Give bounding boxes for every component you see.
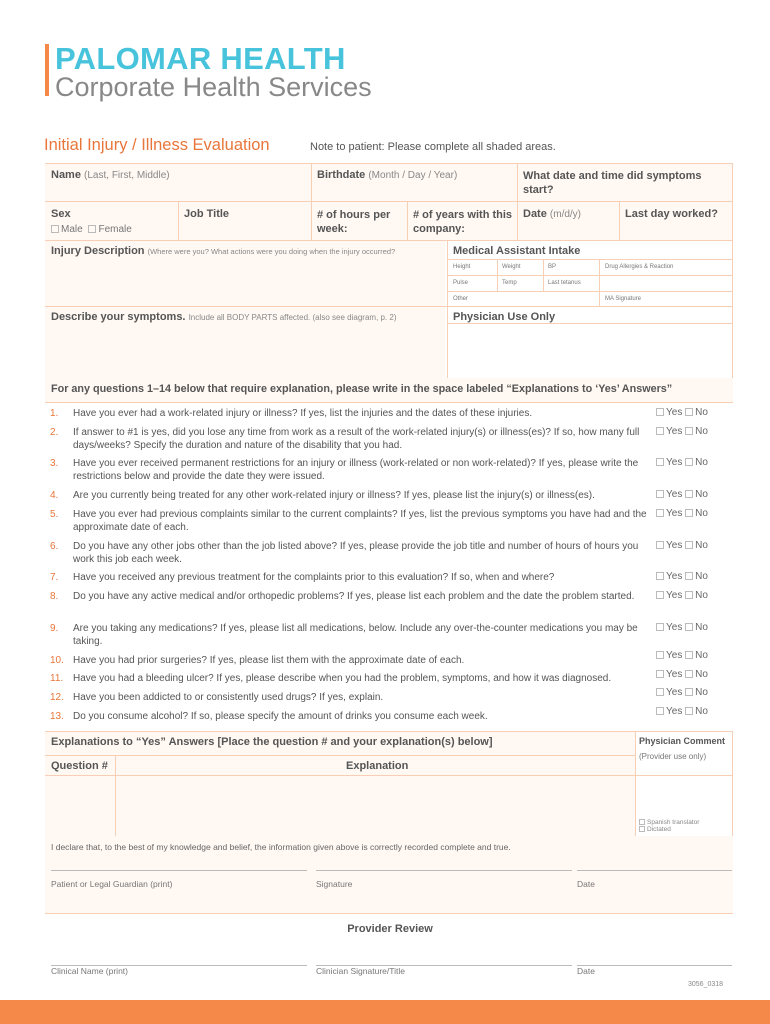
question-number: 9. xyxy=(50,623,59,634)
yes-checkbox[interactable] xyxy=(656,572,664,580)
yes-label: Yes xyxy=(666,426,683,437)
translator-options: Spanish translator Dictated xyxy=(639,819,699,833)
question-number: 6. xyxy=(50,541,59,552)
question-number: 4. xyxy=(50,490,59,501)
question-number: 12. xyxy=(50,692,64,703)
question-text: Have you ever received permanent restrictions for an injury or illness (work-related or non work-related)? If yes, please write the restrictions below and provide the date they were issued. xyxy=(73,458,639,482)
patient-guardian-label: Patient or Legal Guardian (print) xyxy=(51,879,173,889)
yes-no-options xyxy=(656,457,708,468)
divider xyxy=(45,755,635,756)
other-field[interactable]: Other xyxy=(453,296,469,302)
no-checkbox[interactable] xyxy=(685,591,693,599)
divider xyxy=(45,306,733,307)
patient-signature-line[interactable] xyxy=(51,870,307,871)
yes-label: Yes xyxy=(666,687,683,698)
years-company-field[interactable]: # of years with this company: xyxy=(413,209,513,235)
divider xyxy=(599,259,600,306)
bp-field[interactable]: BP xyxy=(548,264,557,270)
divider xyxy=(447,291,732,292)
physician-use-title: Physician Use Only xyxy=(453,311,556,323)
brand-subtitle: Corporate Health Services xyxy=(55,72,372,102)
no-label: No xyxy=(695,540,708,551)
yes-checkbox[interactable] xyxy=(656,591,664,599)
yes-no-options xyxy=(656,622,708,633)
yes-no-options xyxy=(656,706,708,717)
provider-use-label: (Provider use only) xyxy=(639,752,707,761)
name-field[interactable]: Name (Last, First, Middle) xyxy=(51,169,170,181)
no-checkbox[interactable] xyxy=(685,688,693,696)
no-label: No xyxy=(695,407,708,418)
divider xyxy=(45,163,733,164)
no-label: No xyxy=(695,590,708,601)
brand-name: PALOMAR HEALTH xyxy=(55,41,346,76)
divider xyxy=(45,240,733,241)
yes-checkbox[interactable] xyxy=(656,670,664,678)
divider xyxy=(45,402,733,403)
yes-checkbox[interactable] xyxy=(656,623,664,631)
yes-label: Yes xyxy=(666,508,683,519)
question-number: 10. xyxy=(50,655,64,666)
yes-label: Yes xyxy=(666,650,683,661)
no-label: No xyxy=(695,687,708,698)
question-text: Do you consume alcohol? If so, please specify the amount of drinks you consume each week. xyxy=(73,711,488,722)
last-day-worked-field[interactable]: Last day worked? xyxy=(625,208,718,220)
yes-checkbox[interactable] xyxy=(656,490,664,498)
explanations-header: Explanations to “Yes” Answers [Place the question # and your explanation(s) below] xyxy=(51,736,493,748)
yes-no-options xyxy=(656,590,708,601)
no-label: No xyxy=(695,489,708,500)
divider xyxy=(45,913,733,914)
clinician-signature-label: Clinician Signature/Title xyxy=(316,966,405,976)
yes-label: Yes xyxy=(666,457,683,468)
yes-checkbox[interactable] xyxy=(656,707,664,715)
divider xyxy=(732,731,733,836)
ma-signature-field[interactable]: MA Signature xyxy=(605,296,642,302)
question-text: If answer to #1 is yes, did you lose any time from work as a result of the work-related injury(s) or illness(es)? If so, how many full days/weeks? Specify the duration and nature of the disability that you had. xyxy=(73,427,640,451)
question-text: Have you ever had a work-related injury or illness? If yes, list the injuries and the dates of these injuries. xyxy=(73,408,533,419)
female-checkbox[interactable] xyxy=(88,225,96,233)
yes-checkbox[interactable] xyxy=(656,541,664,549)
physician-comment-label: Physician Comment xyxy=(639,736,726,746)
divider xyxy=(45,201,733,202)
signature-label: Signature xyxy=(316,879,353,889)
weight-field[interactable]: Weight xyxy=(502,264,521,270)
male-checkbox[interactable] xyxy=(51,225,59,233)
divider xyxy=(447,240,448,378)
question-number: 3. xyxy=(50,458,59,469)
yes-checkbox[interactable] xyxy=(656,427,664,435)
temp-field[interactable]: Temp xyxy=(502,280,517,286)
question-number: 13. xyxy=(50,711,64,722)
divider xyxy=(178,201,179,240)
ma-intake-title: Medical Assistant Intake xyxy=(453,245,581,257)
shaded-area-top xyxy=(45,163,445,378)
explanation-column: Explanation xyxy=(346,760,409,772)
divider xyxy=(635,731,636,836)
yes-checkbox[interactable] xyxy=(656,688,664,696)
no-checkbox[interactable] xyxy=(685,490,693,498)
no-label: No xyxy=(695,426,708,437)
hours-week-field[interactable]: # of hours per week: xyxy=(317,209,391,235)
signature-line[interactable] xyxy=(316,870,572,871)
yes-checkbox[interactable] xyxy=(656,509,664,517)
no-checkbox[interactable] xyxy=(685,541,693,549)
question-text: Are you taking any medications? If yes, please list all medications, below. Include any over-the-counter medications you may be taking. xyxy=(73,623,638,647)
clinical-name-label: Clinical Name (print) xyxy=(51,966,128,976)
provider-review-title: Provider Review xyxy=(347,923,433,935)
yes-no-options xyxy=(656,407,708,418)
job-title-field[interactable]: Job Title xyxy=(184,208,230,220)
yes-checkbox[interactable] xyxy=(656,408,664,416)
provider-date-line[interactable] xyxy=(577,965,732,966)
sex-options: Male Female xyxy=(51,224,132,235)
divider xyxy=(543,259,544,291)
divider xyxy=(45,731,733,732)
form-title: Initial Injury / Illness Evaluation xyxy=(44,136,270,154)
yes-label: Yes xyxy=(666,407,683,418)
question-text: Have you received any previous treatment for the complaints prior to this evaluation? If so, when and where? xyxy=(73,572,555,583)
yes-no-options xyxy=(656,687,708,698)
divider xyxy=(497,259,498,291)
question-text: Do you have any active medical and/or orthopedic problems? If yes, please list each problem and the date the problem started. xyxy=(73,591,635,602)
birthdate-field[interactable]: Birthdate (Month / Day / Year) xyxy=(317,169,458,181)
yes-label: Yes xyxy=(666,540,683,551)
symptoms-start-field[interactable]: What date and time did symptoms start? xyxy=(523,170,702,196)
dictated-checkbox[interactable] xyxy=(639,826,645,832)
divider xyxy=(407,201,408,240)
no-checkbox[interactable] xyxy=(685,707,693,715)
declaration-text: I declare that, to the best of my knowledge and belief, the information given above is correctly recorded complete and true. xyxy=(51,842,511,852)
no-label: No xyxy=(695,571,708,582)
no-checkbox[interactable] xyxy=(685,509,693,517)
yes-label: Yes xyxy=(666,622,683,633)
yes-checkbox[interactable] xyxy=(656,458,664,466)
tetanus-field[interactable]: Last tetanus xyxy=(548,280,581,286)
question-text: Are you currently being treated for any other work-related injury or illness? If yes, please list the injury(s) or illness(es). xyxy=(73,490,595,501)
question-number: 1. xyxy=(50,408,59,419)
question-number: 11. xyxy=(50,673,64,684)
no-checkbox[interactable] xyxy=(685,623,693,631)
yes-label: Yes xyxy=(666,706,683,717)
question-number: 5. xyxy=(50,509,59,520)
question-text: Have you had a bleeding ulcer? If yes, please describe when you had the problem, symptoms, and how it was diagnosed. xyxy=(73,673,612,684)
no-checkbox[interactable] xyxy=(685,572,693,580)
divider xyxy=(115,755,116,836)
question-text: Do you have any other jobs other than the job listed above? If yes, please provide the job title and number of hours of hours you work this job each week. xyxy=(73,541,639,565)
no-checkbox[interactable] xyxy=(685,651,693,659)
divider xyxy=(732,163,733,378)
yes-no-options xyxy=(656,650,708,661)
date-line[interactable] xyxy=(577,870,732,871)
footer-bar xyxy=(0,1000,770,1024)
divider xyxy=(447,275,732,276)
no-label: No xyxy=(695,622,708,633)
date-field[interactable]: Date (m/d/y) xyxy=(523,208,582,220)
yes-no-options xyxy=(656,508,708,519)
yes-checkbox[interactable] xyxy=(656,651,664,659)
provider-date-label: Date xyxy=(577,966,595,976)
divider xyxy=(517,163,518,240)
question-text: Have you ever had previous complaints similar to the current complaints? If yes, list the previous symptoms you have had and the approximate date of each. xyxy=(73,509,647,533)
height-field[interactable]: Height xyxy=(453,264,471,270)
no-label: No xyxy=(695,508,708,519)
allergies-field[interactable]: Drug Allergies & Reaction xyxy=(605,264,674,270)
yes-no-options xyxy=(656,489,708,500)
no-checkbox[interactable] xyxy=(685,458,693,466)
divider xyxy=(311,163,312,240)
sex-label: Sex xyxy=(51,208,71,220)
injury-description-field[interactable]: Injury Description (Where were you? What actions were you doing when the injury occurred? xyxy=(51,245,396,257)
no-label: No xyxy=(695,650,708,661)
describe-symptoms-field[interactable]: Describe your symptoms. Include all BODY PARTS affected. (also see diagram, p. 2) xyxy=(51,311,397,323)
no-label: No xyxy=(695,706,708,717)
spanish-translator-checkbox[interactable] xyxy=(639,819,645,825)
divider xyxy=(447,259,732,260)
yes-no-options xyxy=(656,540,708,551)
no-label: No xyxy=(695,669,708,680)
question-number: 8. xyxy=(50,591,59,602)
no-label: No xyxy=(695,457,708,468)
question-number: 2. xyxy=(50,427,59,438)
yes-no-options xyxy=(656,426,708,437)
yes-label: Yes xyxy=(666,590,683,601)
question-number-column: Question # xyxy=(51,760,108,772)
divider xyxy=(45,775,733,776)
divider xyxy=(447,323,732,324)
form-note: Note to patient: Please complete all shaded areas. xyxy=(310,141,556,153)
no-checkbox[interactable] xyxy=(685,670,693,678)
logo-bar xyxy=(45,44,49,96)
yes-label: Yes xyxy=(666,489,683,500)
no-checkbox[interactable] xyxy=(685,427,693,435)
yes-label: Yes xyxy=(666,669,683,680)
form-code: 3056_0318 xyxy=(688,981,724,988)
date-label: Date xyxy=(577,879,595,889)
divider xyxy=(619,201,620,240)
question-text: Have you had prior surgeries? If yes, please list them with the approximate date of each. xyxy=(73,655,465,666)
yes-label: Yes xyxy=(666,571,683,582)
yes-no-options xyxy=(656,669,708,680)
no-checkbox[interactable] xyxy=(685,408,693,416)
pulse-field[interactable]: Pulse xyxy=(453,280,469,286)
yes-no-options xyxy=(656,571,708,582)
questions-header: For any questions 1–14 below that require explanation, please write in the space labeled “Explanations to ‘Yes’ Answers” xyxy=(51,383,673,395)
question-text: Have you been addicted to or consistently used drugs? If yes, explain. xyxy=(73,692,384,703)
question-number: 7. xyxy=(50,572,59,583)
